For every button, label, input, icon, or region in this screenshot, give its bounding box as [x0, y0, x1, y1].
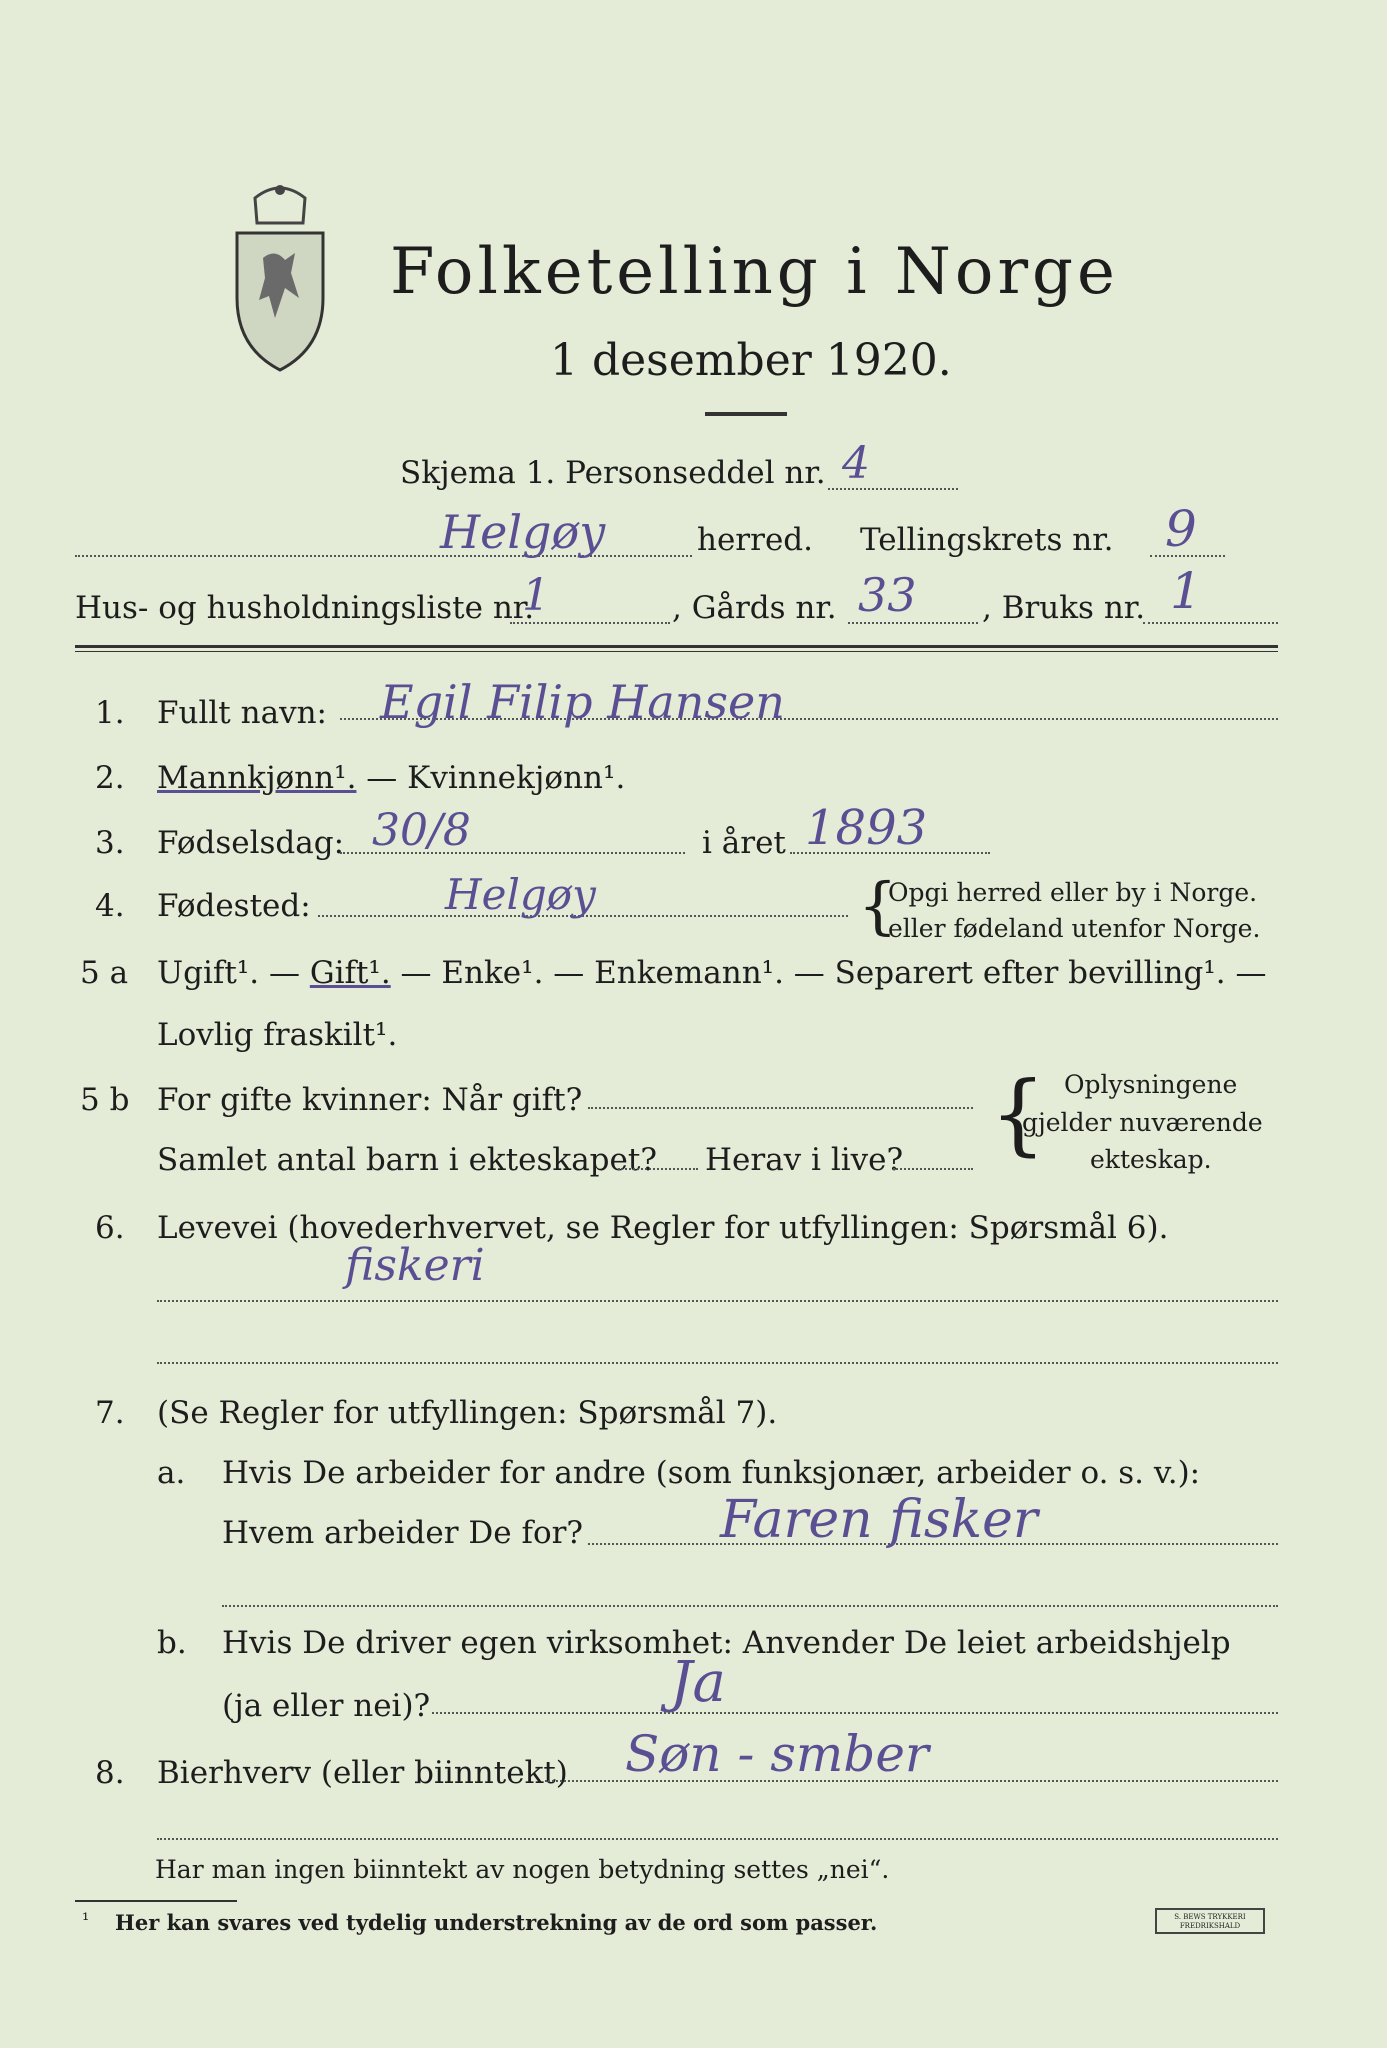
q5a-pre: Ugift¹. — [157, 955, 310, 991]
herred-label: herred. [697, 522, 813, 558]
q5a-number: 5 a [80, 955, 129, 991]
footnote-mark: ¹ [82, 1910, 90, 1931]
q4-note2: eller fødeland utenfor Norge. [888, 914, 1261, 943]
hus-label: Hus- og husholdningsliste nr. [75, 590, 535, 626]
q5b-brace: { [990, 1062, 1046, 1165]
tellingskrets-value: 9 [1165, 500, 1197, 558]
q8-label: Bierhverv (eller biinntekt) [157, 1755, 568, 1791]
header-rule-thick [75, 645, 1278, 648]
q4-brace: { [858, 869, 898, 942]
hus-value: 1 [522, 570, 550, 621]
q3-year-label: i året [702, 825, 786, 861]
q5b-line3 [893, 1168, 973, 1170]
q5b-line2 [618, 1168, 698, 1170]
skjema-label: Skjema 1. Personseddel nr. [400, 455, 826, 491]
herred-value: Helgøy [440, 505, 606, 559]
q6-line1 [157, 1300, 1278, 1302]
q5a-gift[interactable]: Gift¹. [309, 955, 391, 991]
printer-stamp [1155, 1908, 1265, 1934]
q8-line2 [157, 1838, 1278, 1840]
q7a-line2 [222, 1605, 1278, 1607]
q7a-label: Hvis De arbeider for andre (som funksjonær, arbeider o. s. v.): [222, 1455, 1201, 1491]
tellingskrets-label: Tellingskrets nr. [860, 522, 1114, 558]
q3-label: Fødselsdag: [157, 825, 345, 861]
q7b-label: Hvis De driver egen virksomhet: Anvender De leiet arbeidshjelp [222, 1625, 1231, 1661]
q1-label: Fullt navn: [157, 695, 327, 731]
q7b-number: b. [157, 1625, 187, 1661]
gards-label: , Gårds nr. [672, 590, 837, 626]
q6-value: fiskeri [345, 1240, 485, 1291]
q5b-label3: Herav i live? [705, 1142, 904, 1178]
q2-line [157, 760, 625, 796]
form-title: Folketelling i Norge [390, 235, 1119, 309]
q5a-line1 [157, 955, 1266, 991]
q5b-label2: Samlet antal barn i ekteskapet? [157, 1142, 657, 1178]
footer-note: Har man ingen biinntekt av nogen betydning settes „nei“. [155, 1855, 890, 1884]
title-divider [705, 412, 787, 416]
q7a-number: a. [157, 1455, 186, 1491]
footnote-rule [75, 1900, 237, 1902]
skjema-nr-value: 4 [842, 438, 870, 489]
q8-number: 8. [95, 1755, 125, 1791]
q5b-note2: gjelder nuværende [1022, 1108, 1263, 1137]
q7b-question: (ja eller nei)? [222, 1688, 431, 1724]
gards-value: 33 [858, 568, 917, 622]
hus-line [510, 622, 670, 624]
printer-text: S. BEWS TRYKKERI FREDRIKSHALD [1174, 1913, 1246, 1930]
q7-number: 7. [95, 1395, 125, 1431]
q8-value: Søn - smber [625, 1725, 929, 1783]
q1-value: Egil Filip Hansen [380, 675, 785, 729]
q3-number: 3. [95, 825, 125, 861]
bruks-line [1143, 622, 1278, 624]
q5b-line1 [588, 1107, 973, 1109]
q5b-note3: ekteskap. [1090, 1145, 1212, 1174]
header-rule-thin [75, 651, 1278, 652]
q2-number: 2. [95, 760, 125, 796]
q3-value: 30/8 [372, 805, 471, 856]
q5a-line2[interactable]: Lovlig fraskilt¹. [157, 1017, 398, 1053]
q4-label: Fødested: [157, 888, 311, 924]
bruks-value: 1 [1170, 562, 1202, 620]
q6-label: Levevei (hovederhvervet, se Regler for utfyllingen: Spørsmål 6). [157, 1210, 1169, 1246]
q5b-number: 5 b [80, 1082, 130, 1118]
q6-number: 6. [95, 1210, 125, 1246]
q6-line2 [157, 1362, 1278, 1364]
q2-sep: — [356, 760, 408, 796]
q4-number: 4. [95, 888, 125, 924]
q7b-line [432, 1712, 1278, 1714]
coat-of-arms-icon [225, 178, 335, 373]
q7a-question: Hvem arbeider De for? [222, 1515, 584, 1551]
q5b-note1: Oplysningene [1064, 1070, 1238, 1099]
q2-female[interactable]: Kvinnekjønn¹. [407, 760, 626, 796]
form-date: 1 desember 1920. [550, 335, 952, 386]
q7a-value: Faren fisker [720, 1490, 1038, 1550]
q5a-post: — Enke¹. — Enkemann¹. — Separert efter bevilling¹. — [390, 955, 1267, 991]
q4-value: Helgøy [445, 870, 596, 919]
q7b-value: Ja [670, 1650, 726, 1715]
footnote-text: Her kan svares ved tydelig understrekning av de ord som passer. [115, 1910, 878, 1935]
q2-male[interactable]: Mannkjønn¹. [157, 760, 357, 796]
q4-note1: Opgi herred eller by i Norge. [888, 878, 1258, 907]
q1-number: 1. [95, 695, 125, 731]
q7-label: (Se Regler for utfyllingen: Spørsmål 7). [157, 1395, 778, 1431]
bruks-label: , Bruks nr. [982, 590, 1146, 626]
gards-line [848, 622, 978, 624]
q3-year: 1893 [805, 800, 928, 856]
q5b-label1: For gifte kvinner: Når gift? [157, 1082, 583, 1118]
